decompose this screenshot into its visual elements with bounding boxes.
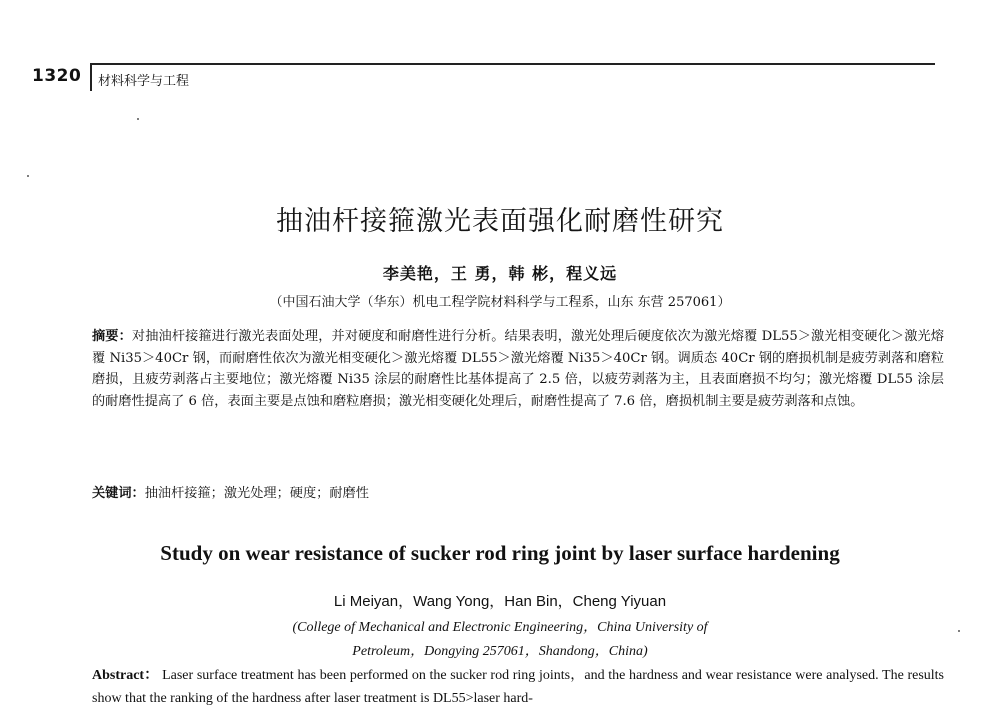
english-abstract (92, 664, 944, 705)
english-abstract-label: Abstract： (92, 668, 159, 683)
chinese-abstract (92, 326, 944, 412)
page-number: 1320 (32, 66, 82, 86)
chinese-abstract-text: 对抽油杆接箍进行激光表面处理，并对硬度和耐磨性进行分析。结果表明，激光处理后硬度依次为激光熔覆 DL55＞激光相变硬化＞激光熔覆 Ni35＞40Cr 钢，而耐磨性依次为激光相变硬化＞激光熔覆 DL55＞激光熔覆 Ni35＞40Cr 钢。调质态 40Cr 钢的磨损机制是疲劳剥落和磨粒磨损，且疲劳剥落占主要地位；激光熔覆 Ni35 涂层的耐磨性比基体提高了 2.5 倍，以疲劳剥落为主，且表面磨损不均匀；激光熔覆 DL55 涂层的耐磨性提高了 6 倍，表面主要是点蚀和磨粒磨损；激光相变硬化处理后，耐磨性提高了 7.6 倍，磨损机制主要是疲劳剥落和点蚀。 (92, 329, 944, 409)
chinese-affiliation: （中国石油大学（华东）机电工程学院材料科学与工程系，山东 东营 257061） (269, 295, 731, 310)
chinese-keywords-label: 关键词： (92, 486, 145, 501)
english-affiliation-line1: (College of Mechanical and Electronic Engineering，China University of (292, 620, 708, 635)
journal-name: 材料科学与工程 (98, 74, 190, 89)
english-affiliation-line2: Petroleum，Dongying 257061，Shandong，China) (352, 644, 648, 659)
english-abstract-text: Laser surface treatment has been performed on the sucker rod ring joints，and the hardness and wear resistance were analysed. The results show that the ranking of the hardness after laser treatment is DL55>laser hard- (92, 668, 945, 705)
header-rule-vertical (90, 63, 92, 91)
chinese-title: 抽油杆接箍激光表面强化耐磨性研究 (276, 206, 724, 237)
english-authors: Li Meiyan，Wang Yong，Han Bin，Cheng Yiyuan (333, 593, 667, 610)
chinese-abstract-label: 摘要： (92, 329, 132, 344)
english-title: Study on wear resistance of sucker rod ring joint by laser surface hardening (160, 541, 840, 565)
header-rule (90, 63, 935, 65)
chinese-keywords (92, 482, 369, 501)
scan-speck (137, 118, 139, 120)
scan-speck (27, 175, 29, 177)
chinese-authors: 李美艳，王 勇，韩 彬，程义远 (382, 264, 618, 283)
chinese-keywords-text: 抽油杆接箍；激光处理；硬度；耐磨性 (144, 486, 369, 501)
